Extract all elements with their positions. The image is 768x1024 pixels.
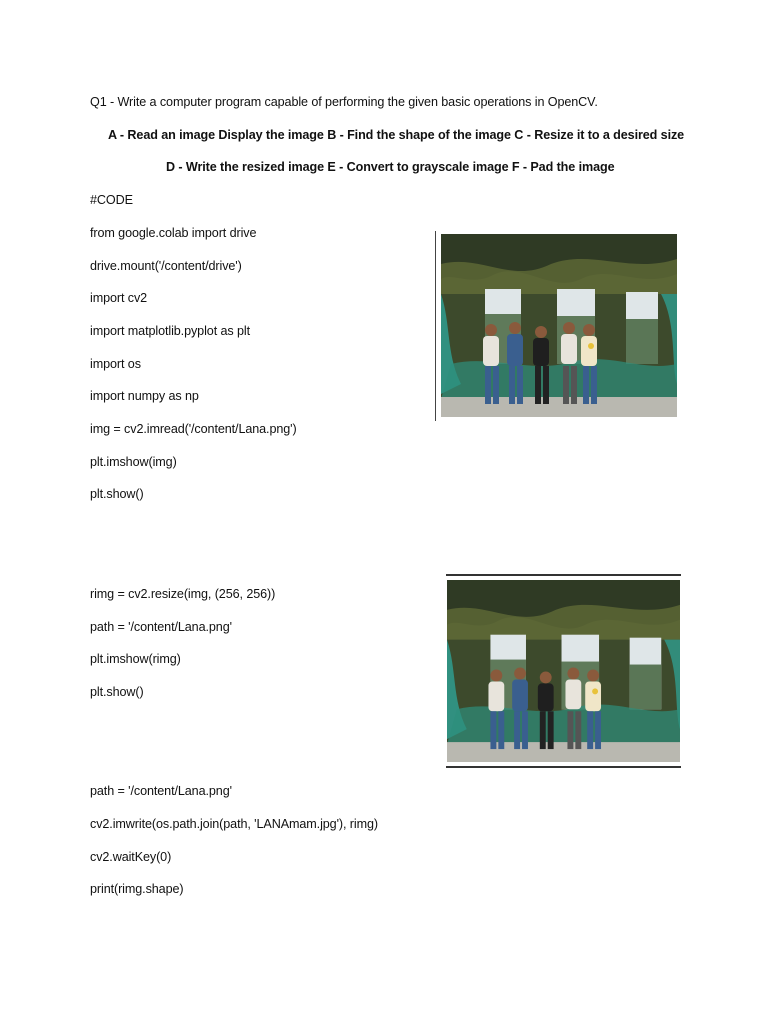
code-line: import os [90,357,141,371]
code-line: path = '/content/Lana.png' [90,620,232,634]
output-border-bottom [446,766,681,768]
code-line: cv2.waitKey(0) [90,850,172,864]
output-image-original [441,234,677,417]
code-line: img = cv2.imread('/content/Lana.png') [90,422,297,436]
tasks-line-2: D - Write the resized image E - Convert to grayscale image F - Pad the image [166,160,615,174]
output-image-resized [447,580,680,762]
output-divider [435,231,436,421]
group-photo-image [447,580,680,762]
code-line: plt.show() [90,487,144,501]
group-photo-image [441,234,677,417]
tasks-line-1: A - Read an image Display the image B - Find the shape of the image C - Resize it to a desired size [108,128,685,142]
output-border-top [446,574,681,576]
code-line: print(rimg.shape) [90,882,184,896]
code-line: import cv2 [90,291,148,305]
code-heading: #CODE [90,193,133,207]
code-line: cv2.imwrite(os.path.join(path, 'LANAmam.jpg'), rimg) [90,817,378,831]
code-line: plt.imshow(rimg) [90,652,181,666]
question-title: Q1 - Write a computer program capable of performing the given basic operations in OpenCV. [90,95,598,109]
code-line: path = '/content/Lana.png' [90,784,232,798]
code-line: plt.imshow(img) [90,455,177,469]
code-line: from google.colab import drive [90,226,257,240]
code-line: import matplotlib.pyplot as plt [90,324,250,338]
code-line: import numpy as np [90,389,199,403]
code-line: plt.show() [90,685,144,699]
code-line: rimg = cv2.resize(img, (256, 256)) [90,587,276,601]
code-line: drive.mount('/content/drive') [90,259,242,273]
